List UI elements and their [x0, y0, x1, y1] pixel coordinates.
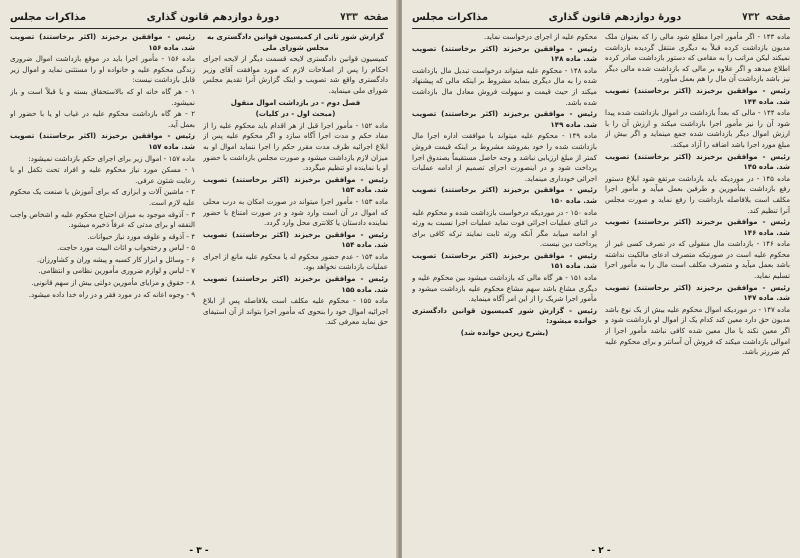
right-page-column-right — [605, 32, 790, 550]
paragraph: ۱ - مسکن مورد نیاز محکوم علیه و افراد تحت تکفل او با رعایت شئون عرفی. — [10, 165, 195, 185]
paragraph: ماده ۱۵۳ - مأمور اجرا میتواند در صورت امکان به درب محلی که اموال در آن است وارد شود و در صورت امتناع با حضور نماینده دادستان یا کلانتری محل وارد گردد. — [203, 196, 388, 228]
paragraph: رئیس - گزارش شور کمیسیون قوانین دادگستری خوانده میشود: — [412, 305, 597, 326]
paragraph: (مبحث اول - در کلیات) — [255, 109, 336, 119]
left-page-column-left — [10, 32, 195, 550]
left-page-section: مذاکرات مجلس — [10, 11, 87, 23]
right-page-columns — [412, 32, 790, 550]
paragraph: ۳ - آذوقه موجود به میزان احتیاج محکوم علیه و اشخاص واجب النفقه او برای مدتی که عرفاً ذخیره میشود. — [10, 209, 195, 230]
left-page-title: دورهٔ دوازدهم قانون گذاری — [146, 11, 280, 23]
paragraph: ۱ - هر گاه خانه او که بالاستحقاق بسته و یا قبلاً است و باز نمیشود. — [10, 86, 195, 107]
paragraph: ماده ۱۴۳ - اگر مأمور اجرا مطلع شود مالی را که بعنوان ملک مدیون بازداشت کرده قبلاً به دیگری منتقل گردیده بازداشت نمیکند لیکن مراتب را به مقامی که دستور بازداشت صادر کرده اطلاع میدهد و اگر علاوه بر مالی که بازداشت شده مالی دیگر نیز باشد بازداشت آن مال را هم بعمل میآورد. — [605, 32, 790, 84]
paragraph: ماده ۱۵۶ - مأمور اجرا باید در موقع بازداشت اموال ضروری زندگی محکوم علیه و خانواده او را مستثنی نماید و اموال زیر قابل بازداشت نیست: — [10, 54, 195, 85]
paragraph: ۴ - آذوقه و علوفه مورد نیاز حیوانات. — [87, 231, 195, 241]
left-page-number: صفحه ۷۳۳ — [339, 11, 388, 23]
left-page-columns — [10, 32, 388, 550]
left-page — [0, 0, 398, 558]
paragraph: ۸ - حقوق و مزایای مأمورین دولتی بیش از سهم قانونی. — [31, 278, 195, 288]
paragraph: رئیس - موافقین برخیزند (اکثر برخاستند) تصویب شد. ماده ۱۵۷ — [10, 131, 195, 151]
left-page-header — [10, 6, 388, 29]
paragraph: ماده ۱۵۱ - هر گاه مالی که بازداشت میشود بین محکوم علیه و دیگری مشاع باشد سهم مشاع محکوم علیه بازداشت میشود و مأمور اجرا شریک را از این امر آگاه مینماید. — [412, 273, 597, 304]
right-page-section: مذاکرات مجلس — [412, 11, 489, 23]
paragraph: رئیس - موافقین برخیزند (اکثر برخاستند) تصویب شد. ماده ۱۴۷ — [605, 282, 790, 303]
paragraph: رئیس - موافقین برخیزند (اکثر برخاستند) تصویب شد. ماده ۱۴۹ — [412, 109, 597, 129]
paragraph: رئیس - موافقین برخیزند (اکثر برخاستند) تصویب شد. ماده ۱۵۶ — [10, 32, 195, 52]
left-page-footer: - ۳ - — [189, 546, 209, 556]
paragraph: ماده ۱۴۶ - بازداشت مال منقولی که در تصرف کسی غیر از محکوم علیه است در صورتیکه متصرف ادعای مالکیت نداشته باشد بعمل میآید و متصرف مکلف است مال را به مأمور اجرا تسلیم نماید. — [605, 239, 790, 281]
paragraph: ماده ۱۴۹ - محکوم علیه میتواند با موافقت اداره اجرا مال بازداشت شده را خود بفروشد مشروط بر اینکه قیمت فروش کمتر از مبلغ ارزیابی نباشد و وجه حاصل مستقیماً بصندوق اجرا پرداخت شود و در اینصورت اجرای تصمیم از ادامه عملیات اجرائی خودداری مینماید. — [412, 131, 597, 183]
paragraph: رئیس - موافقین برخیزند (اکثر برخاستند) تصویب شد. ماده ۱۴۶ — [605, 217, 790, 237]
paragraph: فصل دوم - در بازداشت اموال منقول — [230, 97, 361, 107]
left-page-column-right — [203, 32, 388, 550]
paragraph: ماده ۱۵۰ - در موردیکه درخواست بازداشت شده و محکوم علیه در اثنای عملیات اجرائی فوت نماید عملیات اجرا نسبت به ورثه او ادامه مییابد مگر آنکه ورثه ثابت نمایند ترکه کافی برای پرداخت دین نیست. — [412, 207, 597, 249]
paragraph: رئیس - موافقین برخیزند (اکثر برخاستند) تصویب شد. ماده ۱۵۳ — [203, 174, 388, 195]
paragraph: رئیس - موافقین برخیزند (اکثر برخاستند) تصویب شد. ماده ۱۴۸ — [412, 43, 597, 64]
paragraph: رئیس - موافقین برخیزند (اکثر برخاستند) تصویب شد. ماده ۱۵۴ — [203, 229, 388, 250]
right-page — [402, 0, 800, 558]
paragraph: محکوم علیه از اجرای درخواست نماید. — [483, 32, 597, 41]
right-page-title: دورهٔ دوازدهم قانون گذاری — [548, 11, 682, 23]
paragraph: ماده ۱۵۷ - اموال زیر برای اجرای حکم بازداشت نمیشود: — [28, 153, 195, 163]
paragraph: رئیس - موافقین برخیزند (اکثر برخاستند) تصویب شد. ماده ۱۵۰ — [412, 185, 597, 205]
paragraph: ۹ - وجوه اعانه که در مورد فقر و در راه خدا داده میشود. — [28, 289, 195, 299]
paragraph: (بشرح زیرین خوانده شد) — [460, 328, 549, 338]
right-page-header — [412, 6, 790, 29]
paragraph: ماده ۱۴۵ - در موردیکه باید بازداشت مرتفع شود ابلاغ دستور رفع بازداشت بمأمورین و طرفین بعمل میآید و مأمور اجرا مکلف است بلافاصله بازداشت را رفع نماید و صورت مجلس آنرا تنظیم کند. — [605, 173, 790, 215]
paragraph: ماده ۱۵۲ - مأمور اجرا قبل از هر اقدام باید محکوم علیه را از مفاد حکم و مدت اجرا آگاه سازد و اگر محکوم علیه پس از ابلاغ اجرائیه ظرف مدت مقرر حکم را اجرا ننماید اموال او به میزان لازم بازداشت میشود و صورت مجلس بازداشت با حضور او یا نماینده او تنظیم میگردد. — [203, 120, 388, 173]
paragraph: ماده ۱۴۴ - مالی که بعداً بازداشت در اموال بازداشت شده پیدا شود آن را نیز مأمور اجرا بازداشت میکند و ارزش آن را با ارزش اموال دیگر بازداشت شده جمع مینماید و اگر بیش از مبلغ مورد اجرا باشد اضافه را آزاد میکند. — [605, 108, 790, 149]
paragraph: ماده ۱۴۷ - در موردیکه اموال محکوم علیه بیش از یک نوع باشد مدیون حق دارد معین کند کدام یک از اموال او بازداشت شود و اگر معین نکند یا مال معین شده کافی نباشد مأمور اجرا از اموالی بازداشت میکند که فروش آن آسانتر و برای محکوم علیه کم ضررتر باشد. — [605, 304, 790, 357]
paragraph: ۶ - وسائل و ابزار کار کسبه و پیشه وران و کشاورزان. — [36, 254, 195, 264]
paragraph: کمیسیون قوانین دادگستری لایحه قسمت دیگر از لایحه اجرای احکام را پس از اصلاحات لازم که مورد موافقت آقای وزیر دادگستری واقع شد تصویب و اینک گزارش آنرا تقدیم مجلس شورای ملی مینماید. — [203, 54, 388, 95]
paragraph: ماده ۱۵۴ - عدم حضور محکوم له یا محکوم علیه مانع از اجرای عملیات بازداشت نخواهد بود. — [203, 251, 388, 272]
paragraph: رئیس - موافقین برخیزند (اکثر برخاستند) تصویب شد. ماده ۱۵۱ — [412, 250, 597, 271]
paragraph: ۵ - لباس و رختخواب و اثاث البیت مورد حاجت. — [57, 243, 195, 253]
paragraph: ۲ - هر گاه بازداشت محکوم علیه در غیاب او یا با حضور او بعمل آید. — [10, 109, 195, 129]
right-page-number: صفحه ۷۳۲ — [741, 11, 790, 23]
paragraph: ماده ۱۵۵ - محکوم علیه مکلف است بلافاصله پس از ابلاغ اجرائیه اموال خود را بنحوی که مأمور اجرا بتواند از آن استیفای حق نماید معرفی کند. — [203, 296, 388, 327]
right-page-column-left — [412, 32, 597, 550]
paragraph: ماده ۱۴۸ - محکوم علیه میتواند درخواست تبدیل مال بازداشت شده را به مال دیگری بنماید مشروط بر اینکه مالی که پیشنهاد میکند از حیث قیمت و سهولت فروش معادل مال بازداشت شده باشد. — [412, 65, 597, 107]
paragraph: ۲ - ماشین آلات و ابزاری که برای آموزش یا صنعت یک محکوم علیه لازم است. — [10, 187, 195, 207]
right-page-footer: - ۲ - — [591, 546, 611, 556]
paragraph: رئیس - موافقین برخیزند (اکثر برخاستند) تصویب شد. ماده ۱۴۴ — [605, 85, 790, 106]
paragraph: رئیس - موافقین برخیزند (اکثر برخاستند) تصویب شد. ماده ۱۴۵ — [605, 151, 790, 172]
paragraph: رئیس - موافقین برخیزند (اکثر برخاستند) تصویب شد. ماده ۱۵۵ — [203, 274, 388, 294]
paragraph: گزارش شور ثانی از کمیسیون قوانین دادگستری به مجلس شورای ملی — [206, 32, 384, 52]
paragraph: ۷ - لباس و لوازم ضروری مأمورین نظامی و انتظامی. — [38, 266, 195, 276]
